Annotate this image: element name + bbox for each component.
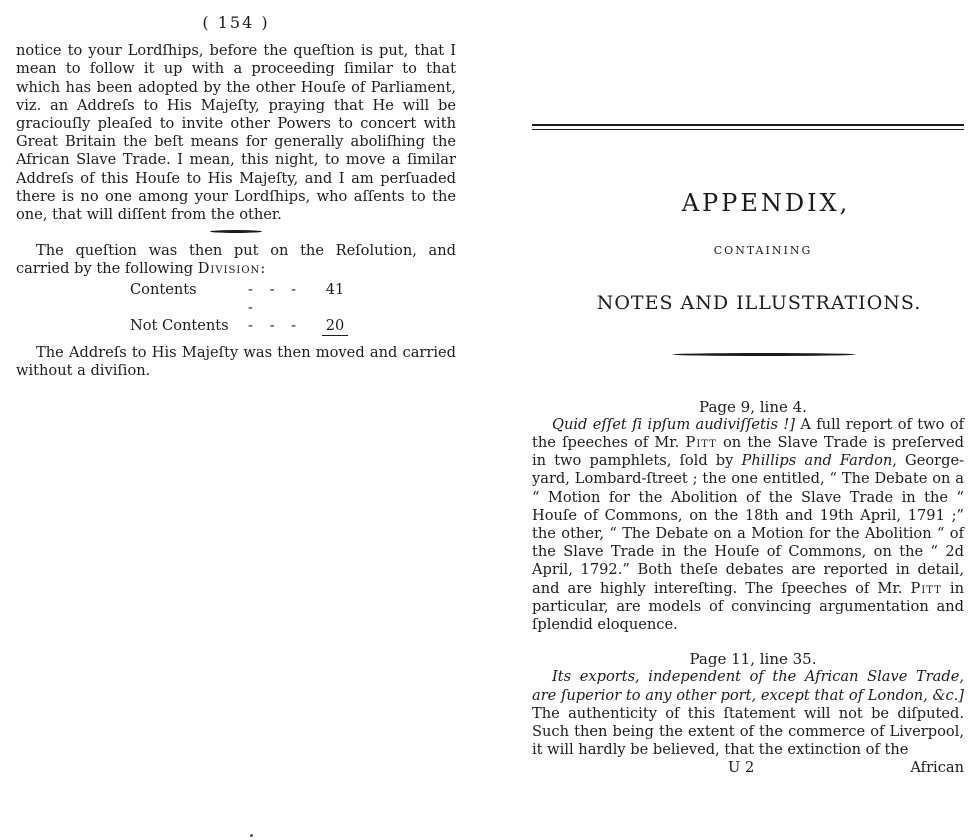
- name-pitt: Pitt: [685, 434, 717, 452]
- division-value: 20: [322, 317, 348, 336]
- containing-label: CONTAINING: [713, 244, 813, 258]
- right-page: [532, 124, 964, 778]
- note-text: [532, 668, 964, 759]
- publishers: Phillips and Fardon: [741, 452, 893, 470]
- ornamental-rule: [210, 230, 262, 233]
- double-rule: [532, 124, 964, 130]
- division-row: [130, 317, 456, 336]
- note-text-part: The authenticity of this ſtatement will not be diſputed. Such then being the extent of the commerce of Liverpool, it will hardly be believed, that the extinction of the: [532, 704, 964, 759]
- ornamental-rule: [672, 353, 856, 356]
- name-pitt: Pitt: [910, 579, 942, 597]
- division-dashes: - - -: [248, 317, 303, 335]
- note-heading: Page 11, line 35.: [689, 650, 817, 669]
- left-page: [16, 14, 456, 381]
- division-label: Contents: [130, 280, 197, 298]
- division-dashes: - - - -: [248, 280, 303, 316]
- catchword: African: [910, 759, 964, 777]
- note-quote: Its exports, independent of the African Slave Trade, are ſuperior to any other port, except that of London, &c.]: [532, 668, 964, 704]
- note-text-part: , George-yard, Lombard-ſtreet ; the one entitled, “ The Debate on a “ Motion for the Abolition of the Slave Trade in the “ Houſe of Commons, on the 18th and 19th April, 1791 ;” the other, “ The Debate on a Motion for the Abolition “ of the Slave Trade in the Houſe of Commons, on the “ 2d April, 1792.” Both theſe debates are reported in detail, and are highly intereſting. The ſpeeches of Mr.: [532, 452, 965, 597]
- appendix-subtitle: NOTES AND ILLUSTRATIONS.: [596, 292, 922, 315]
- note-text-part: on the Slave Trade is preſerved in two pamphlets, ſold by: [532, 434, 965, 470]
- note-text-part: in particular, are models of convincing argumentation and ſplendid eloquence.: [532, 579, 964, 634]
- division-table: [130, 281, 456, 337]
- page-footer: [532, 759, 964, 777]
- note-text: [532, 416, 964, 634]
- page-number: ( 154 ): [202, 13, 270, 32]
- note-heading: Page 9, line 4.: [699, 397, 807, 416]
- division-value: 41: [325, 280, 345, 298]
- division-row: [130, 281, 456, 317]
- paragraph-question: [16, 242, 456, 278]
- note-text-part: A full report of two of the ſpeeches of Mr.: [532, 415, 965, 452]
- appendix-title: APPENDIX,: [681, 189, 851, 217]
- division-word: Division: [197, 260, 261, 278]
- division-label: Not Contents: [130, 317, 229, 335]
- paragraph-lords-address: notice to your Lordſhips, before the queſtion is put, that I mean to follow it up with a proceeding ſimilar to that which has been adopted by the other Houſe of Parliament, viz. an Addreſs to His Majeſty, praying that He will be graciouſly pleaſed to invite other Powers to concert with Great Britain the beſt means for generally aboliſhing the African Slave Trade. I mean, this night, to move a ſimilar Addreſs of this Houſe to His Majeſty, and I am perſuaded there is no one among your Lordſhips, who aſſents to the one, that will diſſent from the other.: [16, 42, 456, 224]
- division-colon: :: [260, 260, 266, 278]
- paper-speck: [250, 834, 253, 837]
- note-quote: Quid eſſet ſi ipſum audiviſſetis !]: [552, 415, 795, 433]
- paragraph-address-moved: The Addreſs to His Majeſty was then moved and carried without a diviſion.: [16, 344, 456, 380]
- question-text: The queſtion was then put on the Reſolution, and carried by the following: [16, 242, 456, 278]
- signature-mark: U 2: [728, 759, 755, 777]
